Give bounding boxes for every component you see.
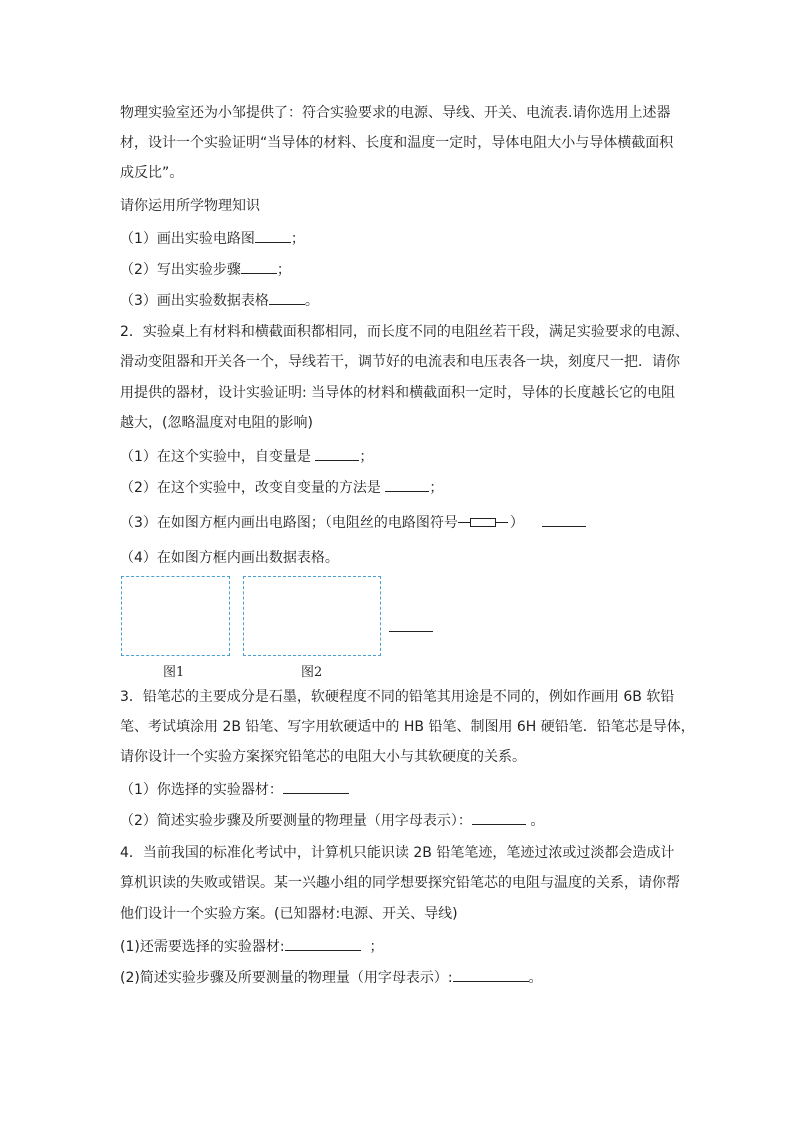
q2-item-3: （3）在如图方框内画出电路图；（电阻丝的电路图符号 ） — [120, 512, 586, 533]
q3-text-line-3: 请你设计一个实验方案探究铅笔芯的电阻大小与其软硬度的关系。 — [120, 749, 526, 765]
q1-prompt: 请你运用所学物理知识 — [120, 198, 260, 214]
q3-item-2: （2）简述实验步骤及所要测量的物理量（用字母表示）： 。 — [120, 810, 544, 831]
q2-text-line-2: 滑动变阻器和开关各一个，导线若干，调节好的电流表和电压表各一块，刻度尺一把．请你 — [120, 354, 680, 370]
q3-text-line-2: 笔、考试填涂用 2B 铅笔、写字用软硬适中的 HB 铅笔、制图用 6H 硬铅笔．铅笔芯是导体， — [120, 719, 695, 735]
figure-2-caption: 图2 — [301, 665, 323, 680]
q1-intro-line-2: 材，设计一个实验证明“当导体的材料、长度和温度一定时，导体电阻大小与导体横截面积 — [120, 135, 674, 151]
q4-item-2: (2)简述实验步骤及所要测量的物理量（用字母表示）: 。 — [120, 967, 543, 988]
q1-item-2-blank[interactable] — [241, 259, 277, 274]
q1-item-2: （2）写出实验步骤 ； — [120, 259, 291, 280]
figure-1-box[interactable] — [121, 576, 230, 656]
figure-2-box[interactable] — [243, 576, 381, 656]
q2-item-2: （2）在这个实验中，改变自变量的方法是 ； — [120, 477, 443, 498]
q3-item-2-blank[interactable] — [472, 810, 526, 825]
q1-item-1: （1）画出实验电路图 ； — [120, 228, 305, 249]
q1-intro-line-1: 物理实验室还为小邹提供了：符合实验要求的电源、导线、开关、电流表.请你选用上述器 — [120, 105, 671, 121]
q2-item-1-blank[interactable] — [315, 446, 359, 461]
q2-text-line-3: 用提供的器材，设计实验证明: 当导体的材料和横截面积一定时，导体的长度越长它的电阻 — [120, 385, 676, 401]
q1-item-3-blank[interactable] — [269, 290, 305, 305]
q4-text-line-3: 他们设计一个实验方案。(已知器材:电源、开关、导线) — [120, 906, 458, 922]
resistor-symbol-icon — [458, 517, 510, 529]
q2-text-line-4: 越大，(忽略温度对电阻的影响) — [120, 415, 313, 431]
q4-item-1-blank[interactable] — [285, 936, 361, 951]
figure-1-caption: 图1 — [163, 665, 185, 680]
q1-item-1-blank[interactable] — [255, 228, 291, 243]
q3-item-1: （1）你选择的实验器材： — [120, 779, 349, 800]
q1-intro-line-3: 成反比”。 — [120, 165, 184, 181]
figure-answer-blank[interactable] — [389, 631, 433, 632]
q4-text-line-2: 算机识读的失败或错误。某一兴趣小组的同学想要探究铅笔芯的电阻与温度的关系，请你帮 — [120, 875, 680, 891]
q2-item-2-blank[interactable] — [385, 477, 429, 492]
q3-item-1-blank[interactable] — [283, 779, 349, 794]
q3-text-line-1: 3．铅笔芯的主要成分是石墨，软硬程度不同的铅笔其用途是不同的，例如作画用 6B 软铅 — [120, 689, 675, 705]
q4-item-2-blank[interactable] — [453, 967, 529, 982]
q2-item-1: （1）在这个实验中，自变量是 ； — [120, 446, 373, 467]
q4-text-line-1: 4．当前我国的标准化考试中，计算机只能识读 2B 铅笔笔迹，笔迹过浓或过淡都会造成计 — [120, 845, 675, 861]
q2-item-4: （4）在如图方框内画出数据表格。 — [120, 550, 339, 566]
q2-item-3-blank[interactable] — [542, 512, 586, 527]
q2-text-line-1: 2．实验桌上有材料和横截面积都相同，而长度不同的电阻丝若干段，满足实验要求的电源、 — [120, 324, 689, 340]
q4-item-1: (1)还需要选择的实验器材: ； — [120, 936, 383, 957]
q1-item-3: （3）画出实验数据表格 。 — [120, 290, 319, 311]
